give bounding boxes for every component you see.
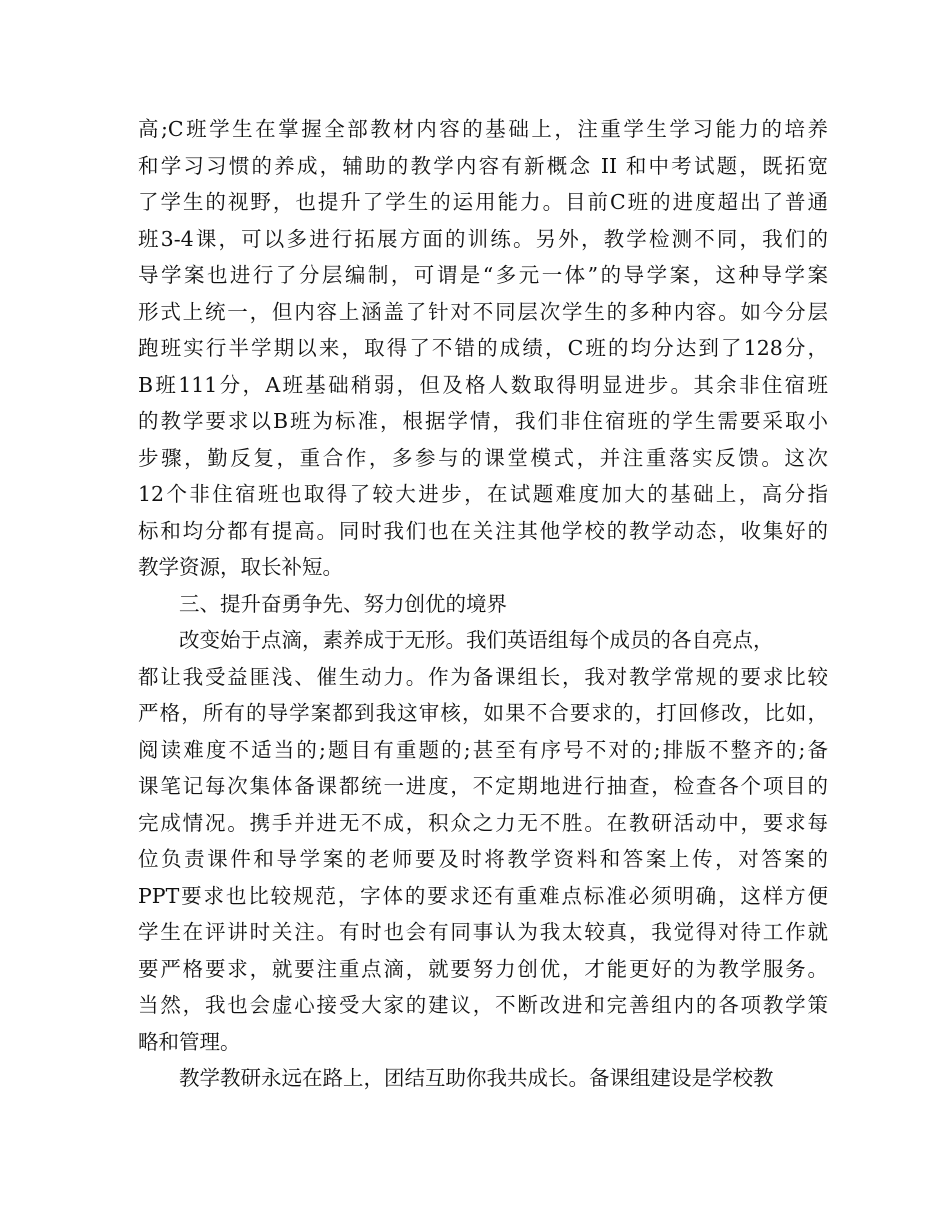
text-line: 教学资源，取长补短。 — [138, 555, 343, 579]
text-line: 改变始于点滴，素养成于无形。我们英语组每个成员的各自亮点， — [179, 628, 774, 652]
text-line: 步骤，勤反复，重合作，多参与的课堂模式，并注重落实反馈。这次 — [138, 445, 828, 470]
text-line: 跑班实行半学期以来，取得了不错的成绩，C班的均分达到了128分， — [138, 336, 828, 360]
section-heading: 三、提升奋勇争先、努力创优的境界 — [179, 591, 507, 616]
text-line: 标和均分都有提高。同时我们也在关注其他学校的教学动态，收集好的 — [138, 518, 828, 543]
text-line: 教学教研永远在路上，团结互助你我共成长。备课组建设是学校教 — [179, 1066, 774, 1090]
text-line: 略和管理。 — [138, 1029, 241, 1054]
text-line: 学生在评讲时关注。有时也会有同事认为我太较真，我觉得对待工作就 — [138, 920, 828, 944]
text-line: 班3-4课，可以多进行拓展方面的训练。另外，教学检测不同，我们的 — [138, 226, 828, 251]
text-line: B班111分，A班基础稍弱，但及格人数取得明显进步。其余非住宿班 — [138, 372, 828, 397]
text-line: 都让我受益匪浅、催生动力。作为备课组长，我对教学常规的要求比较 — [138, 664, 828, 689]
text-line: 严格，所有的导学案都到我这审核，如果不合要求的，打回修改，比如， — [138, 701, 828, 725]
text-line: 导学案也进行了分层编制，可谓是“多元一体”的导学案，这种导学案 — [138, 263, 828, 287]
text-line: 阅读难度不适当的;题目有重题的;甚至有序号不对的;排版不整齐的;备 — [138, 737, 828, 762]
text-line: 当然，我也会虚心接受大家的建议，不断改进和完善组内的各项教学策 — [138, 993, 828, 1017]
text-line: 要严格要求，就要注重点滴，就要努力创优，才能更好的为教学服务。 — [138, 956, 828, 981]
text-line: 12个非住宿班也取得了较大进步，在试题难度加大的基础上，高分指 — [138, 482, 828, 506]
text-line: 形式上统一，但内容上涵盖了针对不同层次学生的多种内容。如今分层 — [138, 299, 828, 324]
text-line: 位负责课件和导学案的老师要及时将教学资料和答案上传，对答案的 — [138, 847, 828, 871]
text-line: 了学生的视野，也提升了学生的运用能力。目前C班的进度超出了普通 — [138, 190, 828, 214]
text-line: 和学习习惯的养成，辅助的教学内容有新概念 II 和中考试题，既拓宽 — [138, 153, 828, 178]
text-line: 课笔记每次集体备课都统一进度，不定期地进行抽查，检查各个项目的 — [138, 774, 828, 798]
body-text — [138, 111, 828, 1097]
text-line: 高;C班学生在掌握全部教材内容的基础上，注重学生学习能力的培养 — [138, 117, 828, 141]
text-line: 完成情况。携手并进无不成，积众之力无不胜。在教研活动中，要求每 — [138, 810, 828, 835]
text-line: 的教学要求以B班为标准，根据学情，我们非住宿班的学生需要采取小 — [138, 409, 828, 433]
text-line: PPT要求也比较规范，字体的要求还有重难点标准必须明确，这样方便 — [138, 883, 828, 908]
